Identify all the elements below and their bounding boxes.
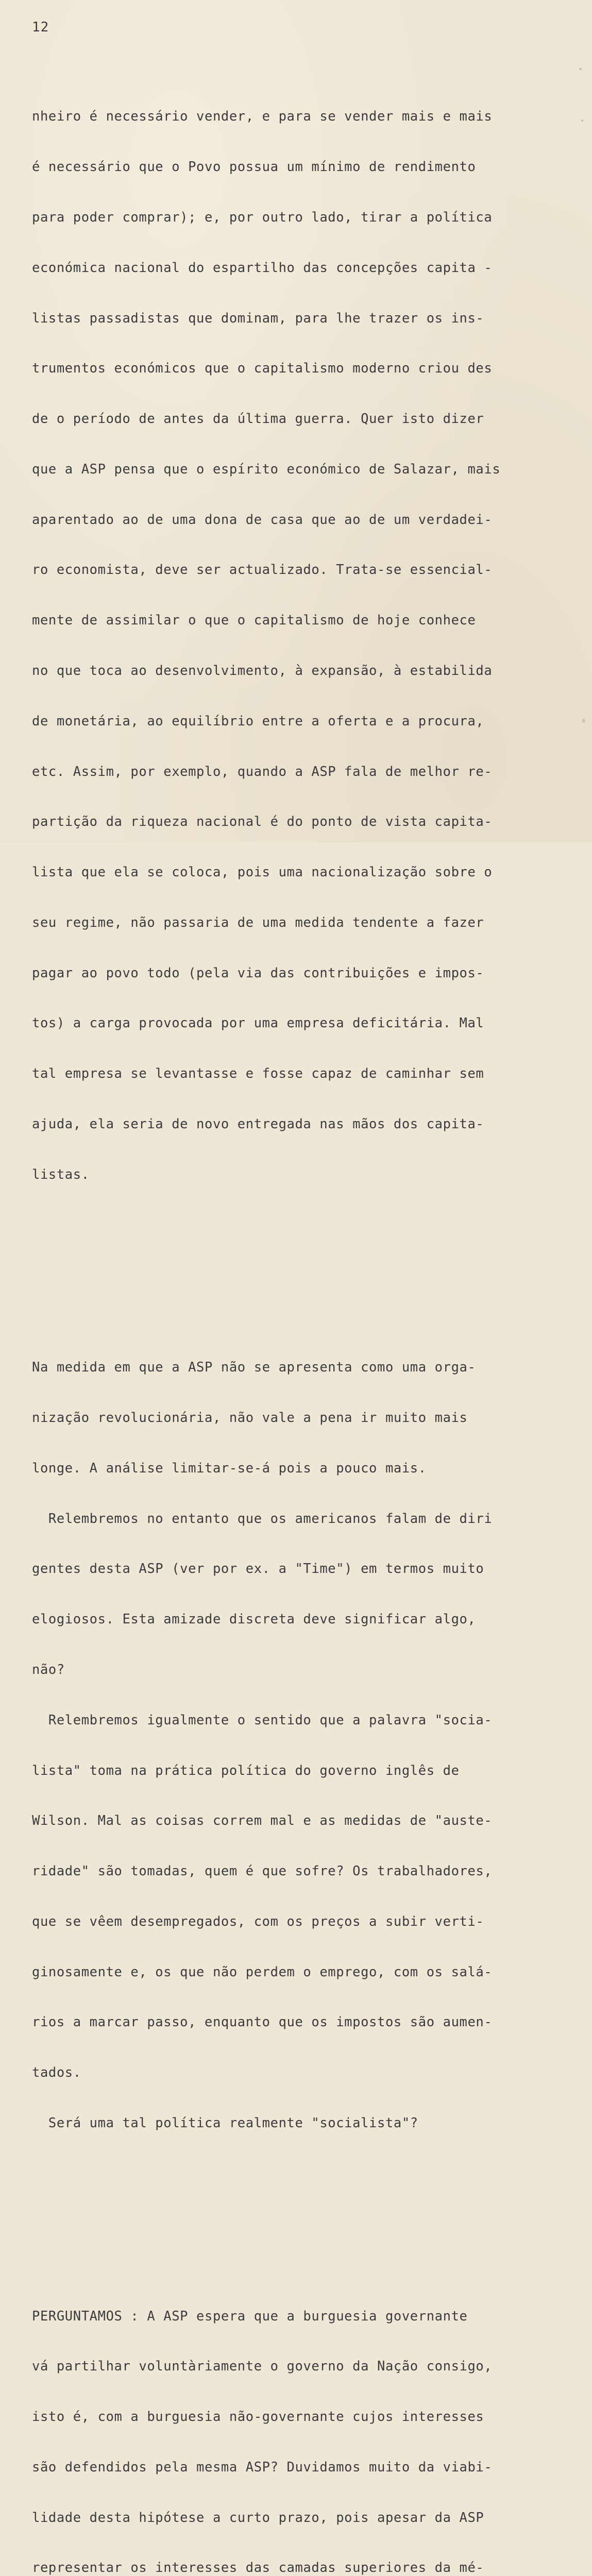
text-line: isto é, com a burguesia não-governante cujos interesses xyxy=(32,2409,484,2425)
text-line: pagar ao povo todo (pela via das contribuições e impos- xyxy=(32,965,484,981)
text-line: longe. A análise limitar-se-á pois a pouco mais. xyxy=(32,1460,427,1476)
text-line: seu regime, não passaria de uma medida tendente a fazer xyxy=(32,914,484,930)
paragraph-gap xyxy=(32,1267,547,1275)
paragraph xyxy=(32,2274,547,2576)
text-line: PERGUNTAMOS : A ASP espera que a burguesia governante xyxy=(32,2308,468,2324)
text-line: listas passadistas que dominam, para lhe trazer os ins- xyxy=(32,310,484,326)
text-line: ridade" são tomadas, quem é que sofre? Os trabalhadores, xyxy=(32,1863,493,1879)
text-line: partição da riqueza nacional é do ponto de vista capita- xyxy=(32,814,493,830)
text-line: ginosamente e, os que não perdem o emprego, com os salá- xyxy=(32,1964,493,1980)
text-line: nheiro é necessário vender, e para se vender mais e mais xyxy=(32,109,493,125)
text-line: não? xyxy=(32,1662,65,1677)
text-line: Relembremos no entanto que os americanos falam de diri xyxy=(32,1511,493,1527)
paragraph xyxy=(32,75,547,1216)
text-line: trumentos económicos que o capitalismo moderno criou des xyxy=(32,361,493,377)
text-line: para poder comprar); e, por outro lado, tirar a política xyxy=(32,209,493,225)
text-line: listas. xyxy=(32,1166,90,1182)
page-number: 12 xyxy=(32,20,49,35)
text-line: vá partilhar voluntàriamente o governo da Nação consigo, xyxy=(32,2359,493,2375)
text-line: económica nacional do espartilho das concepções capita - xyxy=(32,260,493,276)
text-line: é necessário que o Povo possua um mínimo de rendimento xyxy=(32,159,476,175)
text-line: mente de assimilar o que o capitalismo de hoje conhece xyxy=(32,613,476,629)
text-line: rios a marcar passo, enquanto que os impostos são aumen- xyxy=(32,2014,493,2030)
text-line: Na medida em que a ASP não se apresenta como uma orga- xyxy=(32,1360,476,1376)
text-line: Relembremos igualmente o sentido que a palavra "socia- xyxy=(32,1712,493,1728)
paragraph-gap xyxy=(32,2216,547,2224)
text-line: que se vêem desempregados, com os preços a subir verti- xyxy=(32,1913,484,1929)
text-line: ro economista, deve ser actualizado. Trata-se essencial- xyxy=(32,562,493,578)
paper-speck xyxy=(582,719,585,723)
paragraph xyxy=(32,1326,547,2165)
text-line: tados. xyxy=(32,2065,81,2081)
text-line: tal empresa se levantasse e fosse capaz de caminhar sem xyxy=(32,1066,484,1082)
text-line: etc. Assim, por exemplo, quando a ASP fala de melhor re- xyxy=(32,764,493,779)
text-line: ajuda, ela seria de novo entregada nas mãos dos capita- xyxy=(32,1116,484,1132)
text-line: Será uma tal política realmente "socialista"? xyxy=(32,2115,418,2131)
text-line: aparentado ao de uma dona de casa que ao de um verdadei- xyxy=(32,512,493,528)
text-line: representar os interesses das camadas superiores da mé- xyxy=(32,2560,484,2576)
text-line: de o período de antes da última guerra. Quer isto dizer xyxy=(32,411,484,427)
text-line: são defendidos pela mesma ASP? Duvidamos muito da viabi- xyxy=(32,2459,493,2475)
paper-speck xyxy=(579,68,582,70)
text-line: lidade desta hipótese a curto prazo, pois apesar da ASP xyxy=(32,2510,484,2526)
paper-speck xyxy=(581,120,583,122)
text-line: que a ASP pensa que o espírito económico de Salazar, mais xyxy=(32,461,501,477)
text-line: de monetária, ao equilíbrio entre a oferta e a procura, xyxy=(32,713,484,729)
text-line: nização revolucionária, não vale a pena ir muito mais xyxy=(32,1410,468,1426)
body-text xyxy=(32,41,547,2576)
text-line: lista que ela se coloca, pois uma nacionalização sobre o xyxy=(32,865,493,880)
text-line: gentes desta ASP (ver por ex. a "Time") em termos muito xyxy=(32,1561,484,1577)
text-line: elogiosos. Esta amizade discreta deve significar algo, xyxy=(32,1612,476,1628)
text-line: tos) a carga provocada por uma empresa deficitária. Mal xyxy=(32,1015,484,1031)
text-line: Wilson. Mal as coisas correm mal e as medidas de "auste- xyxy=(32,1813,493,1829)
text-line: lista" toma na prática política do governo inglês de xyxy=(32,1762,460,1778)
text-line: no que toca ao desenvolvimento, à expansão, à estabilida xyxy=(32,663,493,679)
